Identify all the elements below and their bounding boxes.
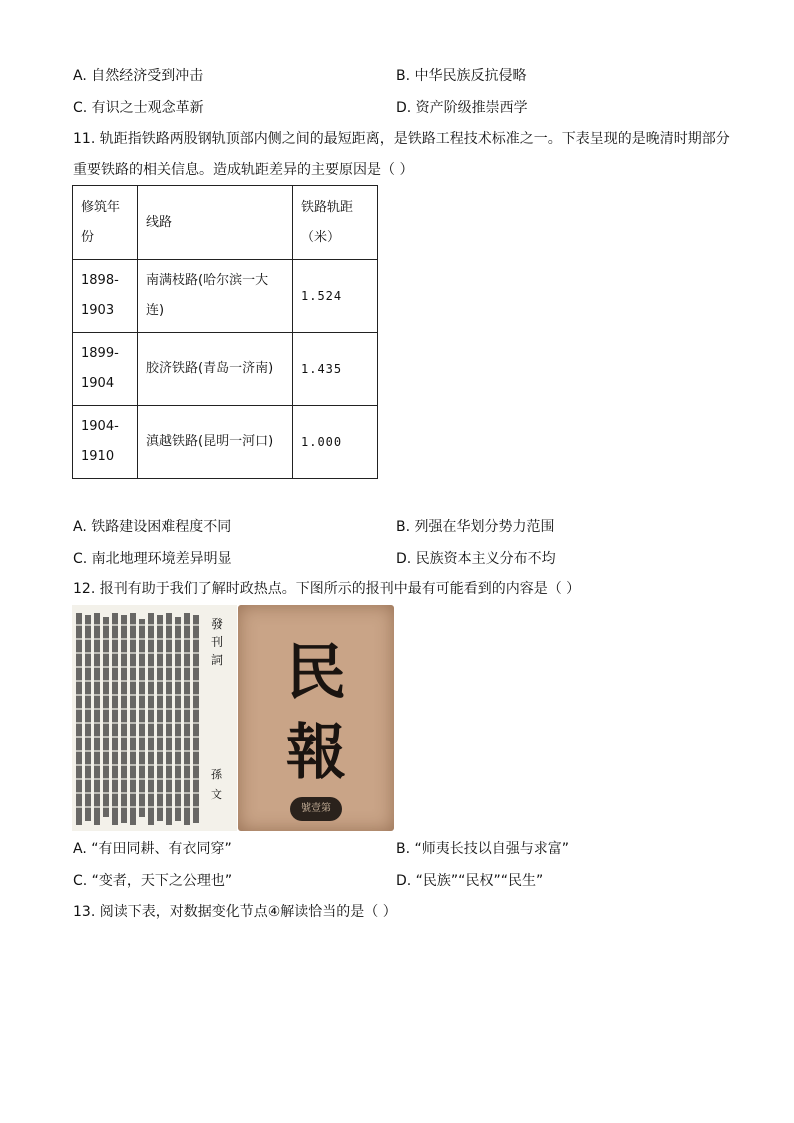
q11-stem-line2: 重要铁路的相关信息。造成轨距差异的主要原因是（ ） [73,162,414,178]
header-line: 线路 [138,186,293,260]
q12-option-c: C. “变者，天下之公理也” [73,873,233,889]
header-gauge: 铁路轨距（米） [293,186,378,260]
cover-title-char-2: 報 [286,718,346,788]
q12-option-a: A. “有田同耕、有衣同穿” [73,841,232,857]
q11-option-c: C. 南北地理环境差异明显 [73,551,232,567]
row-gauge: 1.435 [293,333,378,406]
issue-seal: 號壹第 [290,797,342,821]
minbao-figure [72,605,394,831]
row-line: 胶济铁路(青岛一济南) [138,333,293,406]
row-line: 滇越铁路(昆明一河口) [138,406,293,479]
table-row [73,260,378,333]
q11-stem-line1: 11. 轨距指铁路两股钢轨顶部内侧之间的最短距离，是铁路工程技术标准之一。下表呈现的是晚清时期部分 [73,131,730,147]
q12-stem: 12. 报刊有助于我们了解时政热点。下图所示的报刊中最有可能看到的内容是（ ） [73,581,581,597]
side-label-title: 發刊詞 [211,617,224,667]
q10-option-a: A. 自然经济受到冲击 [73,68,204,84]
q11-option-a: A. 铁路建设困难程度不同 [73,519,232,535]
q13-stem: 13. 阅读下表，对数据变化节点④解读恰当的是（ ） [73,904,397,920]
row-gauge: 1.524 [293,260,378,333]
railway-table [72,185,378,479]
q10-option-d: D. 资产阶级推崇西学 [396,100,528,116]
row-years: 1904-1910 [73,406,138,479]
minbao-cover [238,605,394,831]
row-years: 1899-1904 [73,333,138,406]
row-years: 1898-1903 [73,260,138,333]
table-row [73,406,378,479]
table-header-row [73,186,378,260]
cover-title-char-1: 民 [286,638,346,708]
q12-option-b: B. “师夷长技以自强与求富” [396,841,570,857]
q11-option-b: B. 列强在华划分势力范围 [396,519,555,535]
newspaper-text-image [72,605,237,831]
q12-option-d: D. “民族”“民权”“民生” [396,873,544,889]
q10-option-c: C. 有识之士观念革新 [73,100,204,116]
row-line: 南满枝路(哈尔滨一大连) [138,260,293,333]
row-gauge: 1.000 [293,406,378,479]
table-row [73,333,378,406]
q10-option-b: B. 中华民族反抗侵略 [396,68,527,84]
q11-option-d: D. 民族资本主义分布不均 [396,551,556,567]
side-label-author: 孫 文 [211,768,229,801]
header-years: 修筑年份 [73,186,138,260]
